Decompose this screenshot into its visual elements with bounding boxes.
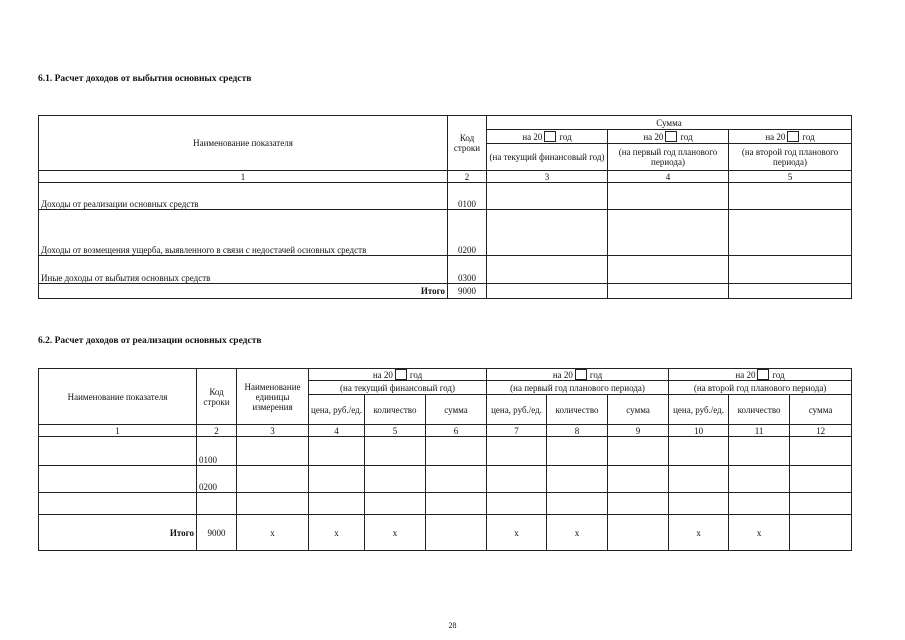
header-unit: Наименование единицы измерения <box>237 369 309 425</box>
value-cell[interactable] <box>237 493 309 515</box>
col-num: 3 <box>237 425 309 437</box>
period-first: (на первый год планового периода) <box>487 381 669 395</box>
value-cell[interactable] <box>608 437 669 466</box>
row-code <box>197 493 237 515</box>
value-cell[interactable] <box>309 493 365 515</box>
year-input[interactable] <box>787 131 799 142</box>
value-cell[interactable] <box>426 437 487 466</box>
row-name: Доходы от реализации основных средств <box>39 183 448 210</box>
total-label: Итого <box>39 284 448 299</box>
value-cell[interactable] <box>365 466 426 493</box>
header-quantity: количество <box>547 395 608 425</box>
header-sum: Сумма <box>487 116 852 130</box>
value-cell[interactable] <box>487 437 547 466</box>
x-mark: x <box>487 515 547 551</box>
table-row <box>39 493 852 515</box>
year-input[interactable] <box>575 369 587 380</box>
total-code: 9000 <box>448 284 487 299</box>
col-num: 1 <box>39 425 197 437</box>
year-cell: на 20 год <box>608 130 729 144</box>
header-price: цена, руб./ед. <box>487 395 547 425</box>
header-row-sum <box>39 116 852 130</box>
row-name[interactable] <box>39 437 197 466</box>
value-cell[interactable] <box>729 466 790 493</box>
value-cell[interactable] <box>790 466 852 493</box>
value-cell[interactable] <box>547 466 608 493</box>
x-mark: x <box>669 515 729 551</box>
table-row <box>39 256 852 284</box>
row-code: 0100 <box>448 183 487 210</box>
row-name: Иные доходы от выбытия основных средств <box>39 256 448 284</box>
value-cell[interactable] <box>608 256 729 284</box>
year-cell: на 20 год <box>729 130 852 144</box>
row-code: 0100 <box>197 437 237 466</box>
value-cell[interactable] <box>426 466 487 493</box>
value-cell[interactable] <box>237 437 309 466</box>
year-cell: на 20 год <box>487 369 669 381</box>
value-cell[interactable] <box>729 437 790 466</box>
table-row <box>39 183 852 210</box>
x-mark: x <box>365 515 426 551</box>
year-input[interactable] <box>757 369 769 380</box>
col-num: 2 <box>448 171 487 183</box>
total-row <box>39 284 852 299</box>
header-name: Наименование показателя <box>39 116 448 171</box>
page-number: 28 <box>448 621 457 630</box>
value-cell[interactable] <box>608 284 729 299</box>
income-sale-table <box>38 368 852 551</box>
value-cell[interactable] <box>309 466 365 493</box>
row-code: 0200 <box>197 466 237 493</box>
col-num: 2 <box>197 425 237 437</box>
value-cell[interactable] <box>790 437 852 466</box>
value-cell[interactable] <box>487 256 608 284</box>
value-cell[interactable] <box>790 515 852 551</box>
row-name[interactable] <box>39 466 197 493</box>
total-row <box>39 515 852 551</box>
period-current: (на текущий финансовый год) <box>309 381 487 395</box>
section-6-1-title: 6.1. Расчет доходов от выбытия основных средств <box>38 74 252 84</box>
table-row <box>39 210 852 256</box>
row-name[interactable] <box>39 493 197 515</box>
value-cell[interactable] <box>669 466 729 493</box>
year-cell: на 20 год <box>669 369 852 381</box>
row-code: 0300 <box>448 256 487 284</box>
col-num: 6 <box>426 425 487 437</box>
header-code: Код строки <box>448 116 487 171</box>
header-sum: сумма <box>426 395 487 425</box>
value-cell[interactable] <box>547 493 608 515</box>
header-sum: сумма <box>790 395 852 425</box>
value-cell[interactable] <box>365 493 426 515</box>
value-cell[interactable] <box>237 466 309 493</box>
value-cell[interactable] <box>729 183 852 210</box>
value-cell[interactable] <box>487 493 547 515</box>
value-cell[interactable] <box>426 515 487 551</box>
total-label: Итого <box>39 515 197 551</box>
col-num: 5 <box>365 425 426 437</box>
col-num: 7 <box>487 425 547 437</box>
value-cell[interactable] <box>608 183 729 210</box>
year-input[interactable] <box>665 131 677 142</box>
col-num: 9 <box>608 425 669 437</box>
x-mark: x <box>237 515 309 551</box>
header-sum: сумма <box>608 395 669 425</box>
value-cell[interactable] <box>729 256 852 284</box>
col-num: 10 <box>669 425 729 437</box>
period-second: (на второй год планового периода) <box>729 144 852 171</box>
col-num: 4 <box>309 425 365 437</box>
header-name: Наименование показателя <box>39 369 197 425</box>
header-quantity: количество <box>729 395 790 425</box>
value-cell[interactable] <box>608 466 669 493</box>
total-code: 9000 <box>197 515 237 551</box>
value-cell[interactable] <box>729 284 852 299</box>
row-name: Доходы от возмещения ущерба, выявленного в связи с недостачей основных средств <box>39 210 448 256</box>
period-current: (на текущий финансовый год) <box>487 144 608 171</box>
col-num: 8 <box>547 425 608 437</box>
year-input[interactable] <box>395 369 407 380</box>
x-mark: x <box>729 515 790 551</box>
period-second: (на второй год планового периода) <box>669 381 852 395</box>
section-6-2-title: 6.2. Расчет доходов от реализации основных средств <box>38 336 262 346</box>
income-disposal-table <box>38 115 852 299</box>
year-input[interactable] <box>544 131 556 142</box>
value-cell[interactable] <box>309 437 365 466</box>
column-number-row <box>39 171 852 183</box>
value-cell[interactable] <box>608 493 669 515</box>
value-cell[interactable] <box>487 210 608 256</box>
value-cell[interactable] <box>669 437 729 466</box>
value-cell[interactable] <box>365 437 426 466</box>
value-cell[interactable] <box>487 183 608 210</box>
header-price: цена, руб./ед. <box>309 395 365 425</box>
value-cell[interactable] <box>547 437 608 466</box>
year-cell: на 20 год <box>487 130 608 144</box>
header-row-years <box>39 369 852 381</box>
value-cell[interactable] <box>729 493 790 515</box>
x-mark: x <box>547 515 608 551</box>
header-price: цена, руб./ед. <box>669 395 729 425</box>
value-cell[interactable] <box>669 493 729 515</box>
row-code: 0200 <box>448 210 487 256</box>
year-cell: на 20 год <box>309 369 487 381</box>
col-num: 1 <box>39 171 448 183</box>
col-num: 12 <box>790 425 852 437</box>
col-num: 5 <box>729 171 852 183</box>
header-quantity: количество <box>365 395 426 425</box>
column-number-row <box>39 425 852 437</box>
col-num: 11 <box>729 425 790 437</box>
table-row <box>39 466 852 493</box>
value-cell[interactable] <box>608 210 729 256</box>
header-code: Код строки <box>197 369 237 425</box>
col-num: 4 <box>608 171 729 183</box>
value-cell[interactable] <box>487 284 608 299</box>
table-row <box>39 437 852 466</box>
x-mark: x <box>309 515 365 551</box>
period-first: (на первый год планового периода) <box>608 144 729 171</box>
value-cell[interactable] <box>608 515 669 551</box>
col-num: 3 <box>487 171 608 183</box>
value-cell[interactable] <box>729 210 852 256</box>
value-cell[interactable] <box>790 493 852 515</box>
value-cell[interactable] <box>487 466 547 493</box>
value-cell[interactable] <box>426 493 487 515</box>
